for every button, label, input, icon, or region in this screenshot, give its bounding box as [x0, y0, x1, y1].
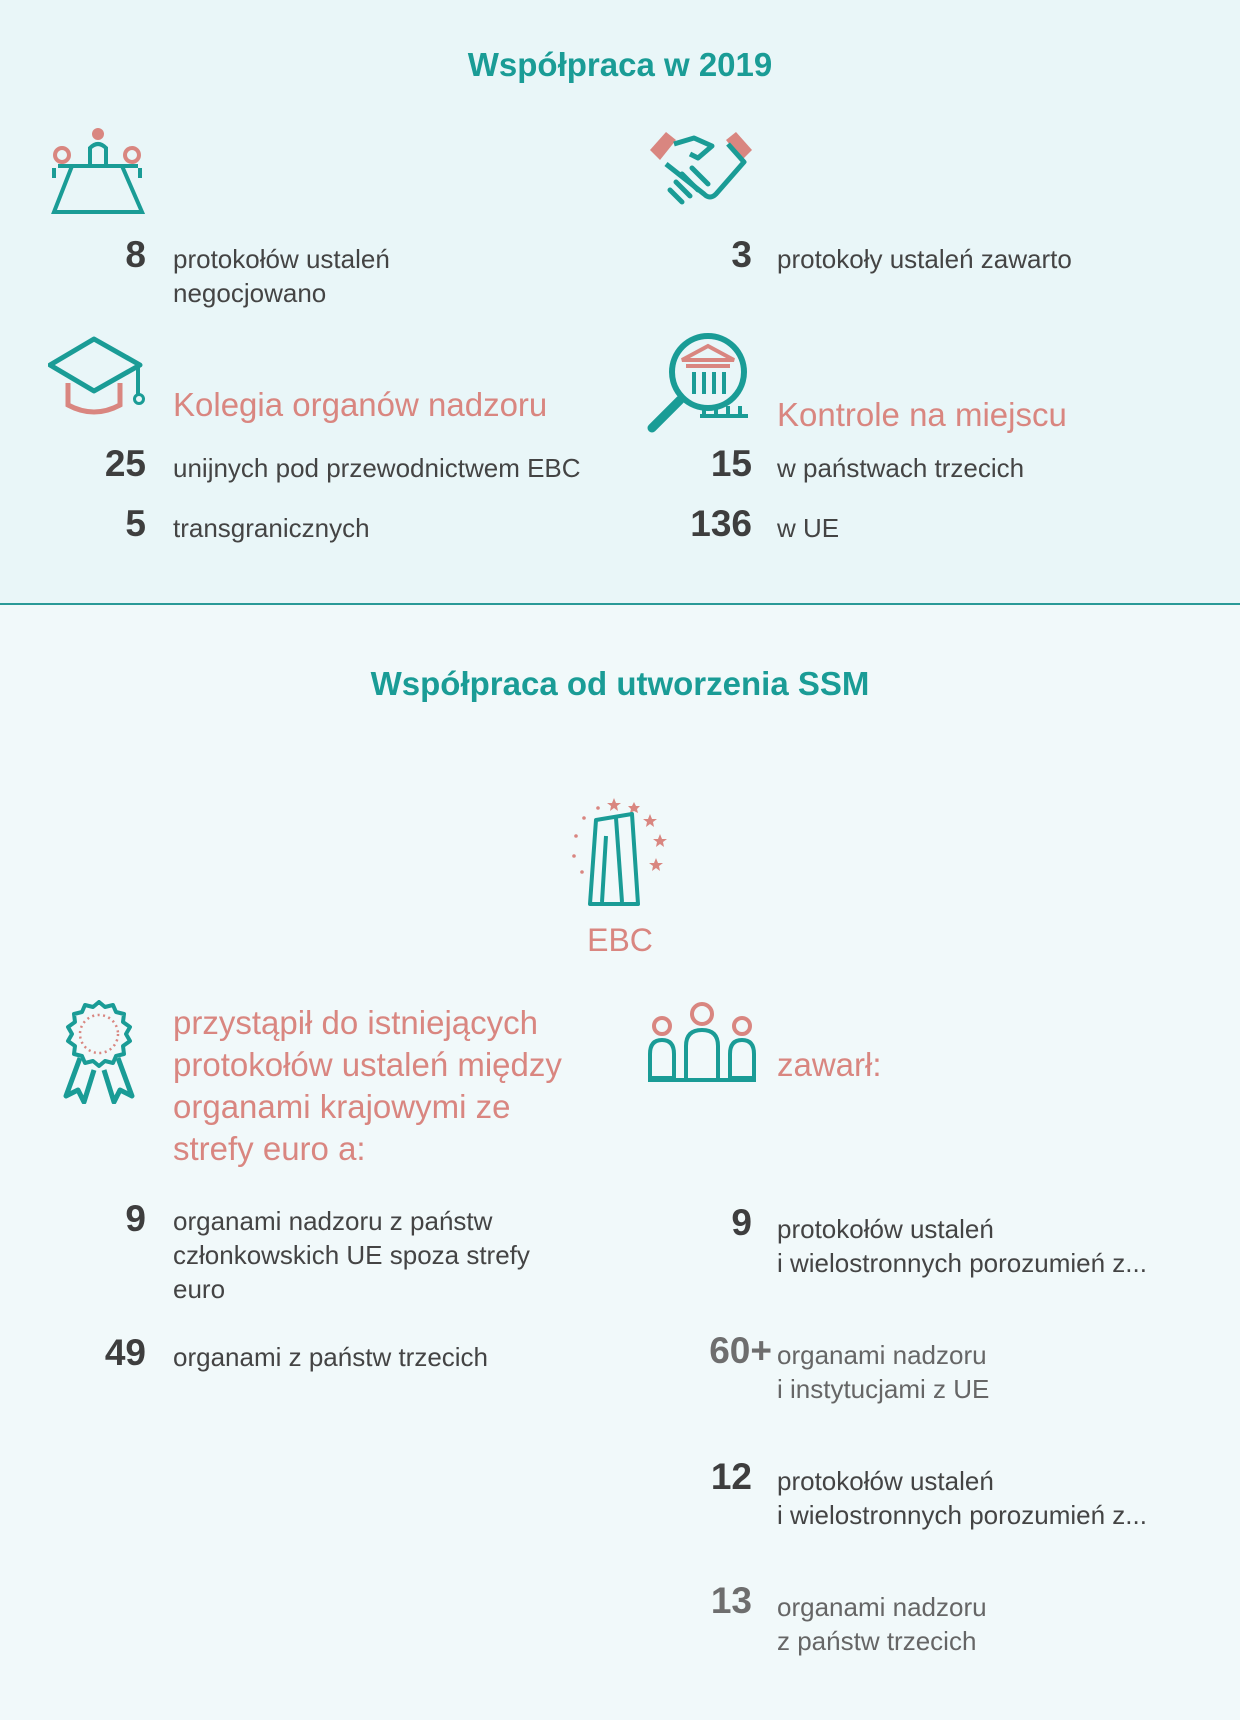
joined-non-euro-line3: euro	[173, 1274, 226, 1304]
inspections-third-countries-label: w państwach trzecich	[777, 453, 1025, 483]
joined-non-euro-line2: członkowskich UE spoza strefy	[173, 1240, 530, 1270]
concluded-row4-line2: z państw trzecich	[777, 1626, 977, 1656]
concluded-row4-label	[777, 1590, 987, 1658]
concluded-heading: zawarł:	[777, 1046, 882, 1083]
joined-non-euro-value: 9	[125, 1198, 146, 1239]
colleges-heading: Kolegia organów nadzoru	[173, 386, 548, 423]
mou-negotiated-label-line1: protokołów ustaleń	[173, 244, 390, 274]
mou-negotiated-value: 8	[125, 234, 146, 275]
joined-heading-line3: organami krajowymi ze	[173, 1088, 511, 1125]
colleges-cross-border-label: transgranicznych	[173, 513, 370, 543]
mou-negotiated-label-line2: negocjowano	[173, 278, 327, 308]
concluded-row3-line1: protokołów ustaleń	[777, 1466, 994, 1496]
concluded-row2-line2: i instytucjami z UE	[777, 1374, 990, 1404]
concluded-row2-value: 60+	[709, 1330, 772, 1371]
people-group-icon	[646, 1000, 758, 1086]
joined-non-euro-label	[173, 1204, 530, 1306]
colleges-cross-border-value: 5	[125, 503, 146, 544]
joined-non-euro-line1: organami nadzoru z państw	[173, 1206, 493, 1236]
concluded-row1-value: 9	[731, 1202, 752, 1243]
concluded-row4-line1: organami nadzoru	[777, 1592, 987, 1622]
joined-heading-line1: przystąpił do istniejących	[173, 1004, 538, 1041]
joined-third-countries-label: organami z państw trzecich	[173, 1342, 489, 1372]
handshake-icon	[646, 128, 756, 210]
joined-heading-line4: strefy euro a:	[173, 1130, 366, 1167]
inspections-eu-label: w UE	[777, 513, 840, 543]
concluded-row4-value: 13	[710, 1580, 752, 1621]
joined-heading	[173, 1002, 562, 1170]
ecb-label: EBC	[587, 922, 653, 958]
concluded-row3-line2: i wielostronnych porozumień z...	[777, 1500, 1147, 1530]
section-2019-title: Współpraca w 2019	[467, 46, 773, 83]
mou-negotiated-label	[173, 242, 390, 310]
award-ribbon-icon	[60, 1000, 138, 1104]
joined-third-countries-value: 49	[104, 1332, 146, 1373]
concluded-row1-line2: i wielostronnych porozumień z...	[777, 1248, 1147, 1278]
inspections-eu-value: 136	[690, 503, 752, 544]
colleges-eu-label: unijnych pod przewodnictwem EBC	[173, 453, 581, 483]
concluded-row1-label	[777, 1212, 1147, 1280]
concluded-row2-label	[777, 1338, 989, 1406]
colleges-eu-value: 25	[104, 443, 146, 484]
inspections-heading: Kontrole na miejscu	[777, 396, 1067, 433]
concluded-row3-label	[777, 1464, 1147, 1532]
mou-concluded-value: 3	[731, 234, 752, 275]
graduation-cap-icon	[48, 335, 148, 425]
joined-heading-line2: protokołów ustaleń między	[173, 1046, 562, 1083]
mou-concluded-label: protokoły ustaleń zawarto	[777, 244, 1072, 274]
magnifier-bank-icon	[646, 330, 752, 434]
concluded-row3-value: 12	[710, 1456, 752, 1497]
concluded-row2-line1: organami nadzoru	[777, 1340, 987, 1370]
section-since-ssm-title: Współpraca od utworzenia SSM	[370, 665, 870, 702]
concluded-row1-line1: protokołów ustaleń	[777, 1214, 994, 1244]
ecb-building-icon	[568, 796, 668, 906]
inspections-third-countries-value: 15	[710, 443, 752, 484]
meeting-table-icon	[50, 126, 146, 216]
